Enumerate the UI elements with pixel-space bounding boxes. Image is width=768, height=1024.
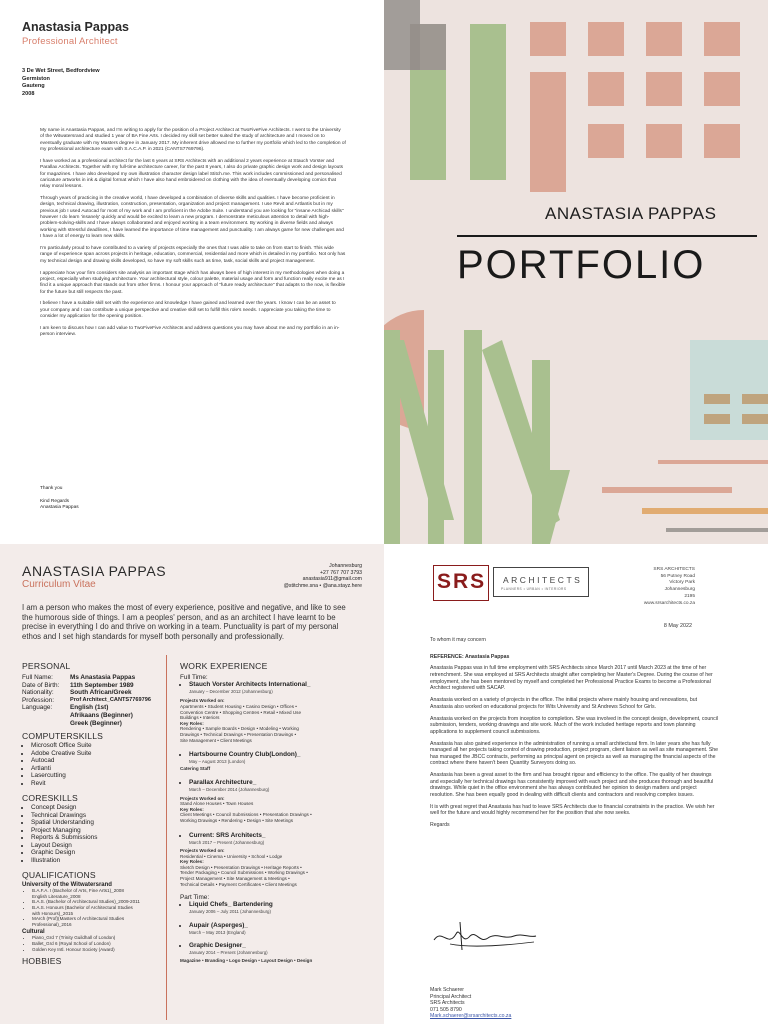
green-bar [428,350,444,544]
job-dates: May – August 2013 (London) [189,759,246,765]
address-line: SRS ARCHITECTS [653,567,695,572]
detail-line: Technical Details • Payment Certificates • Client Meetings [180,881,297,887]
signer-company: SRS Architects [430,1000,465,1006]
detail-label: Projects Worked on: [180,698,225,704]
reference-date: 8 May 2022 [663,623,692,629]
personal-heading: PERSONAL [22,661,71,671]
computer-skill: • Lasercutting [31,772,162,780]
computer-list [22,742,162,787]
letter-thanks: Thank you [40,486,63,491]
peach-square [588,124,624,158]
letter-role: Professional Architect [22,36,118,47]
personal-row [22,674,162,682]
job-entry [189,751,378,765]
personal-key [22,720,70,728]
personal-value: Greek (Beginner) [70,719,122,727]
job-entry [189,779,378,793]
letter-regards: Kind Regards [40,498,70,504]
job-entry [189,901,378,915]
address-line: 2008 [22,90,35,97]
university-list [22,888,140,927]
logo-box [493,567,589,597]
signer-title: Principal Architect [430,993,472,1000]
university: University of the Witwatersrand [22,882,112,889]
detail-line: Site Management • Client Meetings [180,737,252,743]
reference-signer-contact [430,1000,511,1020]
personal-value: South African/Greek [70,689,132,697]
detail-line: Sketch Design • Presentation Drawings • Heritage Reports • [180,864,302,870]
peach-square [646,124,682,158]
personal-key: Full Name: [22,674,53,681]
personal-row [22,704,162,712]
job-detail: Catering Staff [180,765,211,771]
detail-line: Stand Alone Houses • Town Houses [180,801,254,807]
parttime-label: Part Time: [180,894,210,902]
job-title: Current: SRS Architects_ [189,831,266,839]
logo-srs: SRS [437,570,487,593]
peach-square [530,22,566,56]
personal-row [22,689,162,697]
core-skill: • Project Managing [31,827,162,835]
job-dates: March – May 2013 (England) [189,929,246,935]
fulltime-jobs [180,779,378,793]
personal-value: English (1st) [70,704,109,712]
letter-paragraph: I am keen to discuss how I can add value to TwoFiveFive Architects and address questions you may have about me and my portfolio in an in-person interview. [40,325,340,338]
detail-line: Buildings • Interiors [180,715,220,721]
detail-line: Apartments • Student Housing • Casino Design • Offices • [180,704,297,709]
core-skill: • Concept Design [31,804,162,812]
reference-paragraph: It is with great regret that Anastasia has had to leave SRS Architects due to financial constraints in the practice. We wish her well for the future and would highly recommend her for the position that she now seeks. [430,803,715,817]
cv-subtitle: Curriculum Vitae [22,579,96,590]
address-line: Germiston [22,75,50,82]
job-title: Stauch Vorster Architects International_ [189,681,311,688]
address-line: www.srsarchitects.co.za [643,600,695,606]
detail-line: Rendering • Sample Boards • Design • Modeling • Working [180,726,299,732]
fulltime-jobs [180,751,378,765]
cv-contact-line: +27 767 707 3793 [320,569,362,576]
peach-square [704,124,740,158]
detail-line: Working Drawings • Rendering • Design • Site Meetings [180,817,293,823]
cover-divider [457,235,757,237]
core-skill: • Graphic Design [31,849,162,857]
reference-signer [430,987,471,1000]
address-line: 56 Putney Road [660,573,695,579]
fulltime-label: Full Time: [180,674,208,681]
job-details [180,796,378,824]
core-skill: • Illustration [31,857,162,865]
cv-right-column [180,661,378,964]
detail-line: Project Management • Site Management & Meetings • [180,875,290,881]
logo-tagline: PLANNERS • URBAN • INTERIORS [501,587,567,591]
detail-label: Projects Worked on: [180,795,225,801]
degree: • B.A.S. Honours (Bachelor of Architectural Studies with Honours)_2015 [32,905,140,916]
peach-square [704,72,740,106]
cv-left-column [22,661,162,966]
computer-skill: • Adobe Creative Suite [31,750,162,758]
green-bar [464,330,482,544]
qualifications-heading: QUALIFICATIONS [22,870,96,881]
personal-row [22,682,162,690]
job-entry [189,922,378,936]
personal-row [22,697,162,705]
degree: • MArch (Prof)(Masters of Architectural Studies Professional)_2016 [32,916,140,927]
degree: • B.A.S. (Bachelor of Architectural Studies)_2009-2011 [32,899,140,905]
detail-line: Tender Packaging • Council Submissions • Working Drawings • [180,870,308,876]
logo-box [433,565,489,601]
tan-strip [704,414,730,424]
green-bar [384,330,400,544]
address-line: 2195 [684,593,695,599]
cultural-heading: Cultural [22,929,45,936]
fulltime-jobs [180,832,378,846]
reference-paragraph: Anastasia worked on the projects from inception to completion. She was involved in the concept design, development, council submission, tenders, working drawings and site work. Much of the work included heritage reports and town planning applications to supplement council submissions. [430,715,719,735]
personal-key: Profession: [22,696,54,704]
computer-skill: • Artlanti [31,765,162,773]
core-skill: • Spatial Understanding [31,819,162,827]
peach-square [588,72,624,106]
job-title: Hartsbourne Country Club(London)_ [189,751,301,759]
core-list [22,804,162,864]
personal-key: Language: [22,704,53,712]
job-dates: January – December 2012 (Johannesburg) [189,689,273,695]
cv-column-divider [166,655,167,1020]
peach-square [646,22,682,56]
core-heading: CORESKILLS [22,793,78,804]
personal-value: 11th September 1989 [70,681,134,689]
parttime-jobs [180,901,378,956]
tan-strip [742,414,768,424]
cultural-item: • Golden Key Intl. Honour Society (Award) [32,947,162,953]
detail-label: Key Roles: [180,720,204,726]
core-skill: • Layout Design [31,842,162,850]
job-details [180,698,378,743]
cv-name: ANASTASIA PAPPAS [22,563,167,579]
peach-square [646,72,682,106]
cv-intro: I am a person who makes the most of every experience, positive and negative, and like to see the humorous side of things. I am a peoples' person, and as an architect I have learnt to be precise in everything I do and thrive on working in a team. Punctuality is part of my personal ethos and I set high standards for myself both personally and professionally. [22,603,346,642]
peach-line [658,460,768,464]
reference-paragraph: Anastasia has been a great asset to the firm and has brought rigour and efficiency to the office. The quality of her drawings and especially her technical drawings has consistently improved with each project and she produces thorough and beautiful drawings. While quiet in the office environment she has always contributed her opinion to design matters and project resolution. She has been equally good in dealing with difficult clients and contractors and resolving complex issues. [430,772,714,798]
core-skill: • Technical Drawings [31,812,162,820]
job-title: Parallax Architecture_ [189,779,257,787]
gray-line [666,528,768,532]
job-title: Aupair (Asperges)_ [189,921,248,929]
computer-heading: COMPUTERSKILLS [22,731,104,742]
job-details [180,848,378,887]
mint-block [690,340,768,440]
personal-value: Prof Architect_CANTS7769796 [70,696,151,703]
job-dates: March 2017 – Present (Johannesburg) [189,839,265,845]
reference-paragraph: Anastasia Pappas was in full time employment with SRS Architects since March 2017 until March 2023 at the time of her retrenchment. She was employed at SRS Architects straight after completing her Master's Degree. During the course of her employment, she has been mentored by myself and completed her Professional Practice Exams to become a Professional Architect registered with SACAP. [430,665,713,692]
letter-paragraph: I have worked as a professional architect for the last 6 years at SRS Architects with an additional 2 years experience at Stauch Vorster and Parallax Architects. Together with my full-time architecture career, for the past 8 years, I also do private graphic design work and design layouts for magazines. I have also developed my own illustration character design label Stitch.me. This work includes commissioned and personalised caricature artworks in ink & digital format which I have also hand embroidered on clothing with the idea of eventually developing comics that relay moral lessons. [40,158,344,190]
personal-key: Nationality: [22,689,54,697]
orange-line [642,508,768,514]
reference-body [430,637,720,834]
letter-body [40,128,346,344]
job-dates: March – December 2014 (Johannesburg) [189,787,270,793]
address-line: Victory Park [669,580,695,586]
letter-paragraph: My name is Anastasia Pappas, and I'm writing to apply for the position of a Project Architect at TwoFiveFive Architects. I went to the University of the Witwatersrand and studied 1 year of BA Fine Arts. I decided my skill set better suited the study of architecture and I moved on to eventually graduate with my Masters degree in January 2017. My inherent drive allowed me to further my portfolio which led to the completion of my professional architecture exam with S.A.C.A.P. in 2021 (CANTS7769796). [40,128,346,153]
reference-address [644,567,695,607]
peach-line [602,487,732,493]
reference-subject: REFERENCE: Anastasia Pappas [430,653,510,660]
address-line: Gauteng [22,83,45,90]
peach-square [704,22,740,56]
detail-line: Client Meetings • Council Submissions • Presentation Drawings • [180,812,312,818]
letter-paragraph: I'm particularly proud to have contributed to a variety of projects especially the ones that I was able to take on from start to finish. This wide range of experience span across projects in heritage, education, commercial, residential and more which is detailed in my portfolio. Not only has my technical design and drawing skills developed, so have my soft skills such as time, task, social skills and project management. [40,246,346,264]
letter-paragraph: I appreciate how your firm considers site analysis an important stage which has always been of high interest in my methodologies when doing a project, especially when studying architecture. Your architectural style, colour palette, material usage and form and function really excite me as I find it a unique approach that stands out from other firms. I honour your approach of "future ready architecture" that adapts to the now, is flexible for the future but still respects the past. [40,270,346,295]
cultural-item: • Piano_Grd 7 (Trinity Guildhall of London) [32,935,162,941]
cultural-list [22,935,162,952]
cultural-item: • Ballet_Grd 6 (Royal School of London) [32,941,162,947]
signer-phone: 071 505 8790 [430,1006,462,1013]
personal-key: Date of Birth: [22,681,60,689]
reference-paragraph: Anastasia has also gained experience in the administration of running a small architectural firm. In later years she has fully managed all her projects taking control of drawing production, project program, client liaison as well as site management. She has managed the JBCC contracts, performing as principal agent on projects as well as managing the financial aspects of the contract where there haven't been Quantity Surveyors doing so. [430,740,719,767]
srs-logo [433,565,589,601]
letter-name: Anastasia Pappas [22,20,129,34]
detail-line: Convention Centre • Shopping Centres • Retail • Mixed Use [180,709,302,715]
hobbies-heading: HOBBIES [22,956,62,967]
green-bar [470,24,506,180]
address-line: 3 De Wet Street, Bedfordview [22,68,100,74]
letter-paragraph: I believe I have a suitable skill set with the experience and knowledge I have gained and learned over the years. I know I can be an asset to your company and I can contribute a unique perspective and creative skill set to fulfill this role's needs. I appreciate you taking the time to consider my application for the opening position. [40,301,336,320]
personal-value: Ms Anastasia Pappas [70,674,136,681]
peach-bar [530,72,566,192]
reference-paragraph: Anastasia worked on a variety of projects in the office. The initial projects where mainly housing and renovations, but Anastasia also worked on educational projects for Wits University and St Andrews School for Girls. [430,697,698,710]
fulltime-jobs [180,681,378,695]
cover-name: ANASTASIA PAPPAS [545,204,717,223]
job-detail: Magazine • Branding • Logo Design • Layout Design • Design [180,958,313,964]
cv-contact [284,563,362,589]
work-heading: WORK EXPERIENCE [180,661,268,671]
cv-contact-line: @stitchme.sna • @ana.stayz.here [283,582,362,589]
letter-signature: Anastasia Pappas [40,505,79,511]
computer-skill: • Autocad [31,757,162,765]
cover-title: PORTFOLIO [457,243,706,287]
signer-name: Mark Schaerer [430,987,465,993]
detail-label: Projects Worked on: [180,847,225,853]
computer-skill: • Revit [31,780,162,788]
tan-strip [704,394,730,404]
reference-salutation: To whom it may concern [430,637,486,643]
logo-architects: ARCHITECTS [503,575,583,585]
job-dates: January 2014 – Present (Johannesburg) [189,950,268,956]
personal-row [22,712,162,720]
handwritten-signature [430,918,540,952]
letter-address [22,68,100,98]
job-title: Liquid Chefs_ Bartendering [189,901,273,909]
signer-email-link[interactable]: Mark.schaerer@srsarchitects.co.za [430,1013,512,1020]
job-entry [189,942,378,956]
detail-label: Key Roles: [180,859,204,865]
reference-regards: Regards [430,822,450,829]
letter-signoff [40,486,79,512]
core-skill: • Reports & Submissions [31,834,162,842]
detail-line: Residential • Cinema • University • School • Lodge [180,853,283,859]
detail-label: Key Roles: [180,806,204,812]
degree: English Literature_2008 [32,893,81,899]
personal-details [22,674,162,727]
tan-strip [742,394,768,404]
job-dates: January 2006 – July 2011 (Johannesburg) [189,909,271,915]
personal-row [22,720,162,728]
peach-square [588,22,624,56]
letter-paragraph: Through years of practicing in the creative world, I have developed a combination of diverse skills and qualities. I have become proficient in design, technical drawing, illustration, construction, presentation, organization and project management. I use Revit and Artlantis but in my previous job I used Autocad for most of my work and I am proficient in the Adobe Suite. I understand you are looking for "insane Archicad skills" however I do learn 'insanely' quickly and would be excited to learn a new program. I demonstrate meticulous attention to detail with high-problem-solving-skills and I have always collaborated and enjoyed working in a team environment. By working in diverse fields and always working with stressful deadlines, I have learned the importance of time management and punctuality. I am always game for new challenges and I have a lot of energy to learn new skills. [40,196,344,240]
computer-skill: • Microsoft Office Suite [31,742,162,750]
detail-line: Drawings • Technical Drawings • Presentation Drawings • [180,731,297,737]
cv-contact-line: Johannesburg [329,563,362,569]
job-entry [189,681,378,695]
personal-value: Afrikaans (Beginner) [70,711,133,719]
job-title: Graphic Designer_ [189,941,246,949]
gray-block [410,24,446,70]
green-bar [410,70,446,180]
job-entry [189,832,378,846]
degree: • B.A.F.A. I (Bachelor of Arts, Fine Arts1)_2008 [32,888,140,894]
personal-key [22,712,70,720]
cv-contact-line: anastasia911@gmail.com [302,576,362,583]
address-line: Johannesburg [664,587,695,593]
